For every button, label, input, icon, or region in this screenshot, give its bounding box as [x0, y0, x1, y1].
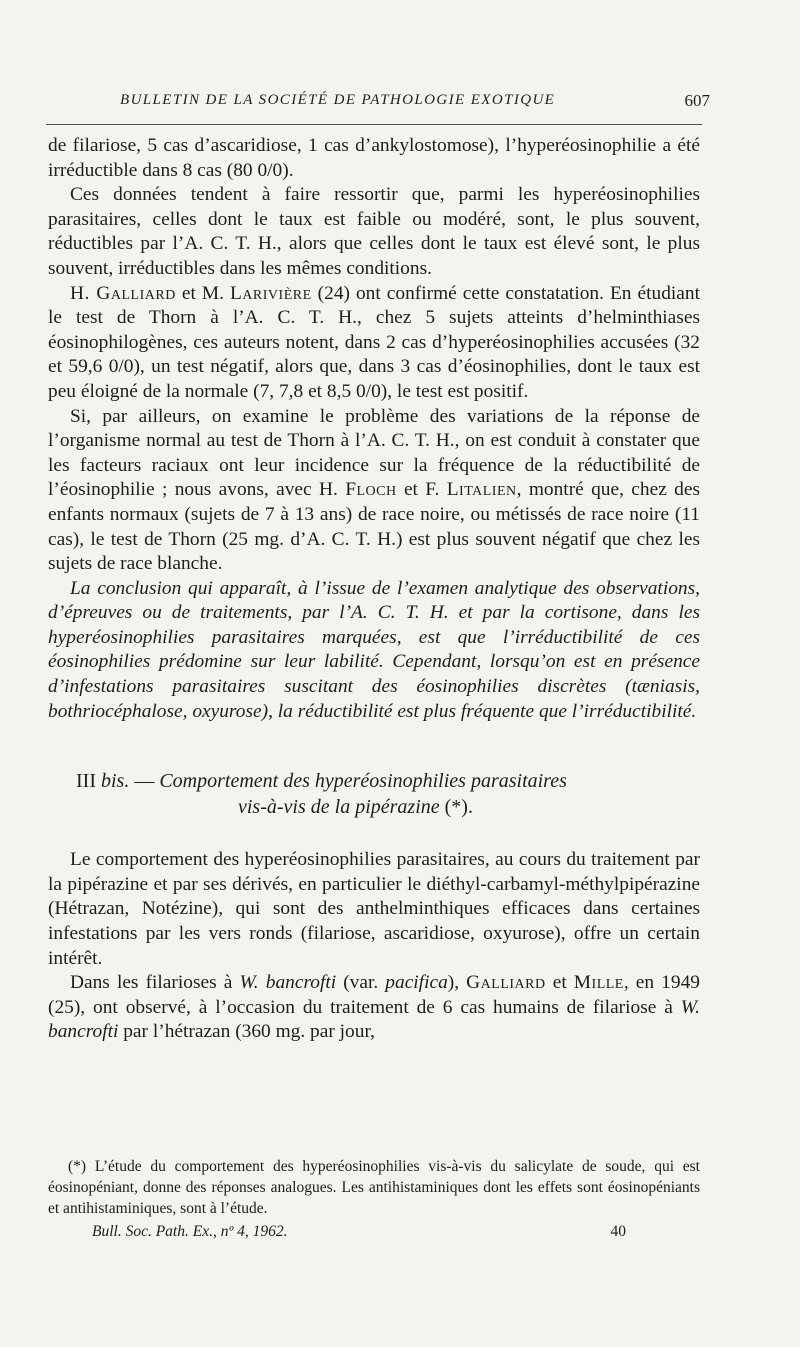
page-number: 607	[684, 91, 710, 110]
species-name: W. bancrofti	[239, 972, 337, 994]
author-floch: Floch	[345, 479, 397, 501]
species-name: W. bancrofti	[48, 996, 700, 1043]
section-suffix: bis.	[100, 770, 130, 793]
section-heading: III bis. — Comportement des hyperéosinophilies parasitaires vis-à-vis de la pipérazine (*).	[76, 770, 567, 819]
footnote-area	[48, 1156, 700, 1243]
paragraph-conclusion: La conclusion qui apparaît, à l’issue de l’examen analytique des observations, d’épreuves ou de traitements, par l’A. C. T. H. et par la cortisone, dans les hyperéosinophilies parasitaires marquées, est que l’irréductibilité de ces éosinophilies prédomine sur leur labilité. Cependant, lorsqu’on est en présence d’infestations parasitaires suscitant des éosinophilies discrètes (tæniasis, bothriocéphalose, oxyurose), la réductibilité est plus fréquente que l’irréductibilité.	[48, 577, 700, 722]
author-lariviere: Larivière	[229, 282, 312, 304]
paragraph-facteurs-raciaux: Si, par ailleurs, on examine le problème des variations de la réponse de l’organisme normal au test de Thorn à l’A. C. T. H., on est conduit à constater que les facteurs raciaux ont leur incidence sur la fréquence de la réductibilité de l’éosinophilie ; nous avons, avec H. Floch et F. Litalien, montré que, chez des enfants normaux (sujets de 7 à 13 ans) de race noire, ou métissés de race noire (11 cas), le test de Thorn (25 mg. d’A. C. T. H.) est plus souvent négatif que chez les sujets de race blanche.	[48, 405, 701, 575]
running-header	[120, 92, 710, 109]
article-body	[48, 134, 700, 1045]
header-rule	[46, 124, 702, 125]
paragraph-piperazine: Le comportement des hyperéosinophilies parasitaires, au cours du traitement par la pipérazine et par ses dérivés, en particulier le diéthyl-carbamyl-méthylpipérazine (Hétrazan, Notézine), qui sont des anthelminthiques efficaces dans certaines infestations par les vers ronds (filariose, ascaridiose, oxyurose), offre un certain intérêt.	[48, 849, 700, 969]
paragraph-galliard-lariviere: H. Galliard et M. Larivière (24) ont confirmé cette constatation. En étudiant le test de Thorn à l’A. C. T. H., chez 5 sujets atteints d’helminthiases éosinophilogènes, ces auteurs notent, dans 2 cas d’hyperéosinophilies accusées (32 et 59,6 0/0), un test négatif, alors que, dans 3 cas d’éosinophilies, dont le taux est peu éloigné de la normale (7, 7,8 et 8,5 0/0), le test est positif.	[48, 282, 700, 402]
running-title: BULLETIN DE LA SOCIÉTÉ DE PATHOLOGIE EXOTIQUE	[120, 92, 556, 108]
section-title-line1: Comportement des hyperéosinophilies parasitaires	[159, 770, 567, 793]
signature-mark: 40	[610, 1223, 626, 1240]
paragraph-filarioses: Dans les filarioses à W. bancrofti (var. pacifica), Galliard et Mille, en 1949 (25), ont observé, à l’occasion du traitement de 6 cas humains de filariose à W. bancrofti par l’hétrazan (360 mg. par jour,	[48, 972, 700, 1043]
author-mille: Mille	[573, 972, 624, 994]
author-galliard-2: Galliard	[466, 972, 546, 994]
paragraph-ces-donnees: Ces données tendent à faire ressortir que, parmi les hyperéosinophilies parasitaires, celles dont le taux est faible ou modéré, sont, le plus souvent, réductibles par l’A. C. T. H., alors que celles dont le taux est élevé sont, le plus souvent, irréductibles dans les mêmes conditions.	[48, 184, 700, 279]
footnote: (*) L’étude du comportement des hyperéosinophilies vis-à-vis du salicylate de soude, qui est éosinopéniant, donne des réponses analogues. Les antihistaminiques dont les effets sont éosinopéniants et antihistaminiques, sont à l’étude.	[48, 1158, 700, 1217]
author-litalien: Litalien	[446, 479, 517, 501]
footnote-mark: (*).	[439, 796, 473, 819]
paragraph-continuation: de filariose, 5 cas d’ascaridiose, 1 cas d’ankylostomose), l’hyperéosinophilie a été irréductible dans 8 cas (80 0/0).	[48, 135, 700, 181]
bulletin-citation: Bull. Soc. Path. Ex., nº 4, 1962. 40	[48, 1221, 700, 1243]
section-number: III	[76, 770, 96, 793]
section-title-line2: vis-à-vis de la pipérazine	[238, 796, 440, 819]
author-galliard: H. Galliard	[70, 282, 176, 304]
